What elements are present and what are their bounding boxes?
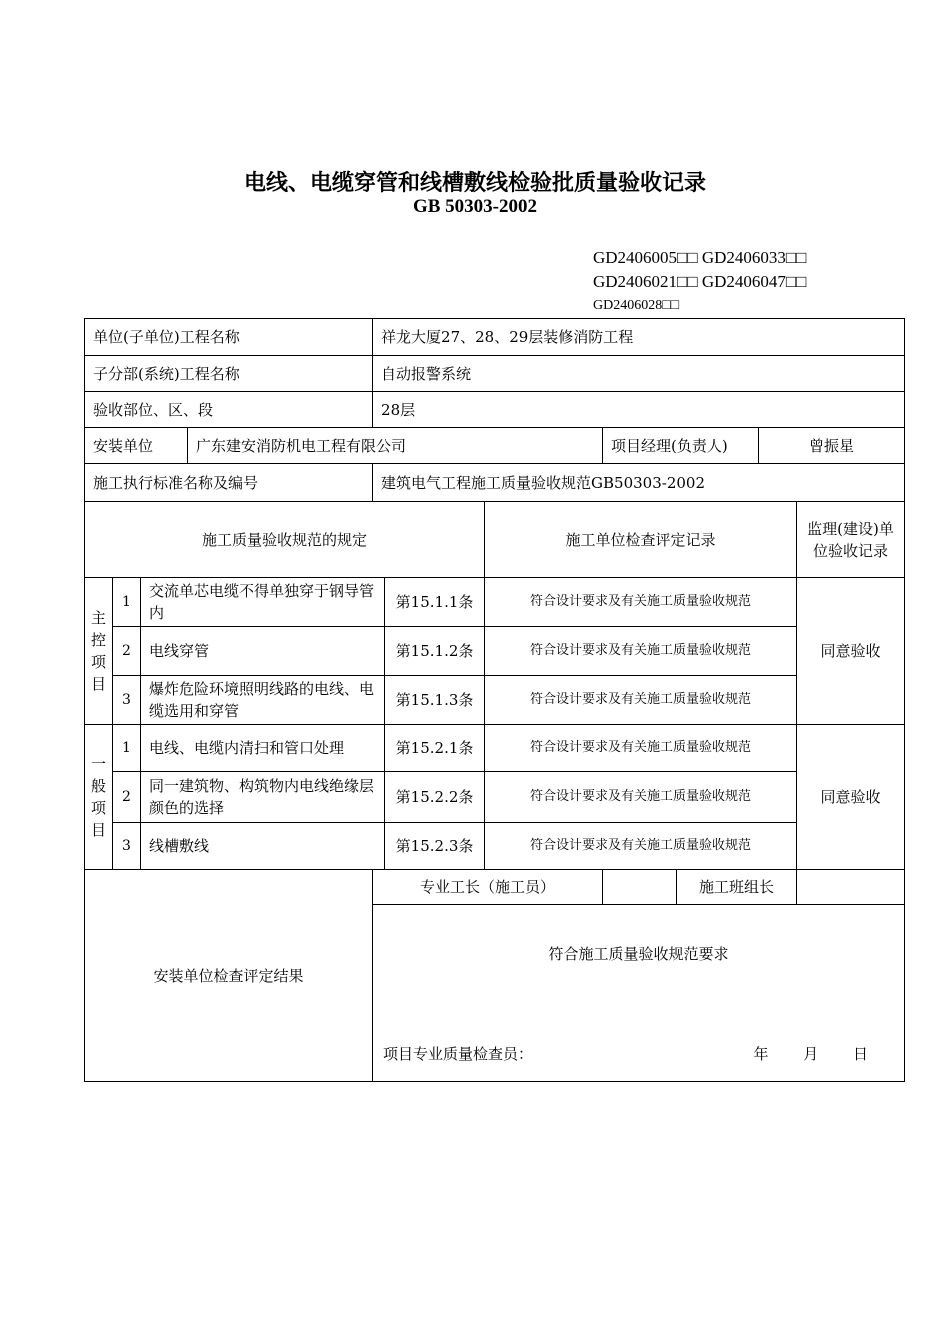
- item-number: 2: [113, 772, 141, 823]
- general-group-verdict: 同意验收: [797, 725, 905, 870]
- foreman-label: 专业工长（施工员）: [373, 870, 603, 905]
- item-clause: 第15.1.2条: [385, 627, 485, 676]
- item-number: 3: [113, 823, 141, 870]
- group-label-char: 项: [90, 653, 106, 671]
- item-check-record: 符合设计要求及有关施工质量验收规范: [485, 725, 797, 772]
- group-label-char: 目: [90, 821, 106, 839]
- section-value: 28层: [373, 392, 905, 428]
- table-row: [85, 823, 905, 870]
- standard-label: 施工执行标准名称及编号: [85, 464, 373, 502]
- unit-name-value: 祥龙大厦27、28、29层装修消防工程: [373, 319, 905, 356]
- date-label: 年 月 日: [753, 1045, 869, 1063]
- table-row: [85, 464, 905, 502]
- table-header-row: [85, 502, 905, 578]
- item-clause: 第15.2.1条: [385, 725, 485, 772]
- item-check-record: 符合设计要求及有关施工质量验收规范: [485, 823, 797, 870]
- group-label-char: 主: [90, 609, 106, 627]
- project-manager-value: 曾振星: [759, 428, 905, 464]
- foreman-signature-cell: [603, 870, 677, 905]
- table-row: [85, 578, 905, 627]
- item-clause: 第15.2.2条: [385, 772, 485, 823]
- item-check-record: 符合设计要求及有关施工质量验收规范: [485, 627, 797, 676]
- table-row: [85, 356, 905, 392]
- item-description: 电线穿管: [141, 627, 385, 676]
- table-row: [85, 772, 905, 823]
- spec-column-header: 施工质量验收规范的规定: [85, 502, 485, 578]
- form-codes: [593, 246, 806, 318]
- table-row: [85, 870, 905, 905]
- install-unit-label: 安装单位: [85, 428, 188, 464]
- item-description: 线槽敷线: [141, 823, 385, 870]
- group-label-char: 一: [90, 755, 106, 773]
- group-label-char: 项: [90, 799, 106, 817]
- group-label-char: 目: [90, 675, 106, 693]
- standard-value: 建筑电气工程施工质量验收规范GB50303-2002: [373, 464, 905, 502]
- item-clause: 第15.2.3条: [385, 823, 485, 870]
- document-title: 电线、电缆穿管和线槽敷线检验批质量验收记录: [243, 170, 706, 196]
- project-manager-label: 项目经理(负责人): [603, 428, 759, 464]
- item-check-record: 符合设计要求及有关施工质量验收规范: [485, 676, 797, 725]
- subdivision-label: 子分部(系统)工程名称: [85, 356, 373, 392]
- standard-code: GB 50303-2002: [412, 196, 538, 217]
- table-row: [85, 676, 905, 725]
- group-label-char: 般: [90, 777, 106, 795]
- item-clause: 第15.1.3条: [385, 676, 485, 725]
- code-line-2: GD2406021□□ GD2406047□□: [593, 272, 807, 291]
- table-row: [85, 392, 905, 428]
- supervisor-column-header: 监理(建设)单位验收记录: [797, 502, 905, 578]
- item-check-record: 符合设计要求及有关施工质量验收规范: [485, 772, 797, 823]
- section-label: 验收部位、区、段: [85, 392, 373, 428]
- code-line-1: GD2406005□□ GD2406033□□: [593, 248, 807, 267]
- install-unit-value: 广东建安消防机电工程有限公司: [188, 428, 603, 464]
- main-group-label: [85, 578, 113, 725]
- result-label: 安装单位检查评定结果: [85, 870, 373, 1082]
- subdivision-value: 自动报警系统: [373, 356, 905, 392]
- inspection-record-table: [84, 318, 905, 1082]
- team-leader-signature-cell: [797, 870, 905, 905]
- check-column-header: 施工单位检查评定记录: [485, 502, 797, 578]
- code-line-3: GD2406028□□: [593, 298, 680, 313]
- table-row: [85, 428, 905, 464]
- table-row: [85, 725, 905, 772]
- item-number: 3: [113, 676, 141, 725]
- item-number: 1: [113, 578, 141, 627]
- item-description: 爆炸危险环境照明线路的电线、电缆选用和穿管: [141, 676, 385, 725]
- general-group-label: [85, 725, 113, 870]
- team-leader-label: 施工班组长: [677, 870, 797, 905]
- item-description: 电线、电缆内清扫和管口处理: [141, 725, 385, 772]
- table-row: [85, 319, 905, 356]
- item-number: 1: [113, 725, 141, 772]
- item-clause: 第15.1.1条: [385, 578, 485, 627]
- group-label-char: 控: [90, 631, 106, 649]
- item-description: 同一建筑物、构筑物内电线绝缘层颜色的选择: [141, 772, 385, 823]
- unit-name-label: 单位(子单位)工程名称: [85, 319, 373, 356]
- result-text: 符合施工质量验收规范要求: [548, 945, 729, 963]
- inspector-label: 项目专业质量检查员：: [383, 1045, 534, 1063]
- table-row: [85, 627, 905, 676]
- item-number: 2: [113, 627, 141, 676]
- item-check-record: 符合设计要求及有关施工质量验收规范: [485, 578, 797, 627]
- item-description: 交流单芯电缆不得单独穿于钢导管内: [141, 578, 385, 627]
- main-group-verdict: 同意验收: [797, 578, 905, 725]
- result-box: [373, 905, 905, 1082]
